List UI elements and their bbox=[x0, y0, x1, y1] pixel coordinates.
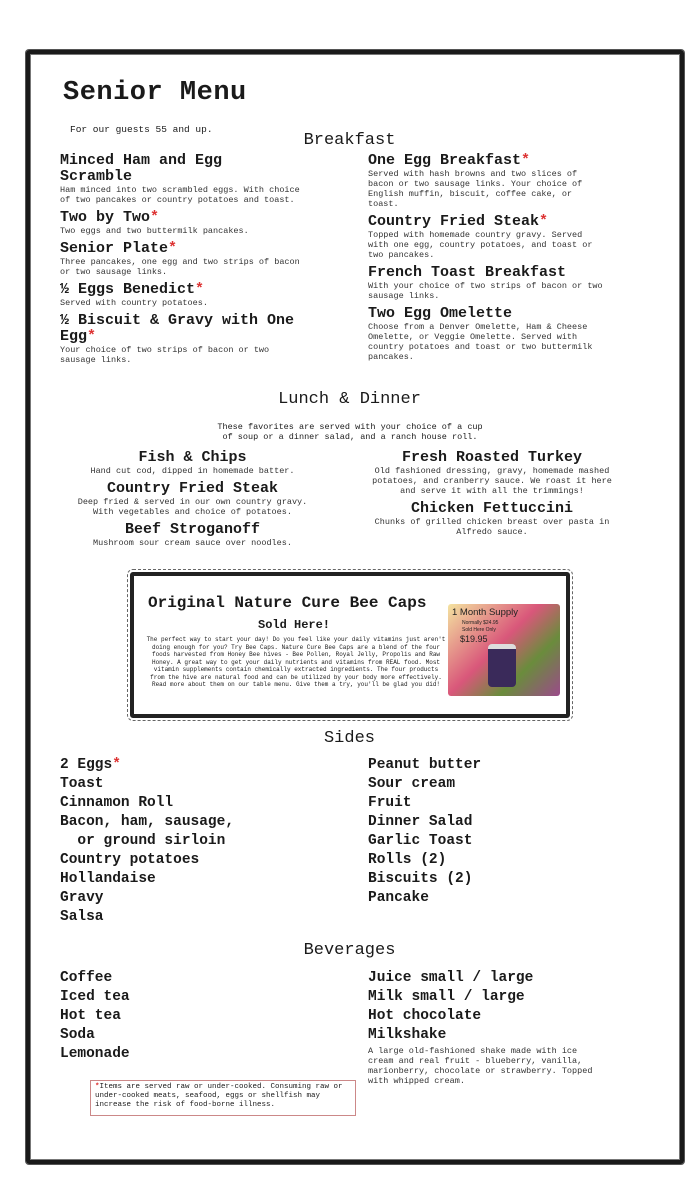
item-title: Country Fried Steak bbox=[368, 213, 540, 230]
list-item bbox=[368, 1026, 618, 1045]
ad-price: $19.95 bbox=[460, 634, 488, 644]
item-title: Senior Plate bbox=[60, 240, 169, 257]
item-description: Served with hash browns and two slices of bacon or two sausage links. Your choice of English muffin, biscuit, coffee cake, or toast. bbox=[368, 169, 583, 209]
item-name bbox=[60, 153, 300, 185]
list-item-label: Bacon, ham, sausage, bbox=[60, 814, 235, 830]
item-title: Chicken Fettuccini bbox=[410, 500, 574, 517]
list-item bbox=[60, 813, 310, 832]
sides-right-list bbox=[368, 756, 618, 908]
item-title: Fish & Chips bbox=[138, 449, 247, 466]
menu-item bbox=[372, 501, 612, 537]
item-name bbox=[60, 241, 300, 257]
raw-warning-star: * bbox=[195, 281, 205, 298]
bee-caps-product-image bbox=[448, 604, 560, 696]
item-title: Minced Ham and Egg Scramble bbox=[60, 152, 223, 185]
item-description: Hand cut cod, dipped in homemade batter. bbox=[90, 466, 295, 476]
item-name bbox=[70, 481, 315, 497]
item-title: ½ Biscuit & Gravy with One Egg bbox=[60, 312, 295, 345]
list-item-label: Country potatoes bbox=[60, 852, 200, 868]
list-item bbox=[368, 988, 618, 1007]
list-item bbox=[60, 1007, 310, 1026]
list-item bbox=[60, 851, 310, 870]
beverages-right-list bbox=[368, 969, 618, 1045]
item-title: Country Fried Steak bbox=[106, 480, 279, 497]
lunch-left-column bbox=[70, 450, 315, 553]
item-name bbox=[60, 313, 300, 345]
page-title: Senior Menu bbox=[63, 78, 247, 108]
item-name bbox=[368, 214, 603, 230]
list-item-label: Coffee bbox=[60, 970, 113, 986]
list-item-label: Hot tea bbox=[60, 1008, 121, 1024]
list-item bbox=[60, 1045, 310, 1064]
menu-item bbox=[70, 481, 315, 517]
list-item-label: Lemonade bbox=[60, 1046, 130, 1062]
item-title: Two Egg Omelette bbox=[368, 305, 513, 322]
food-safety-footnote bbox=[90, 1080, 356, 1116]
list-item bbox=[368, 870, 618, 889]
list-item bbox=[60, 889, 310, 908]
list-item bbox=[368, 813, 618, 832]
lunch-right-column bbox=[372, 450, 612, 542]
breakfast-left-column bbox=[60, 153, 300, 370]
item-description: Chunks of grilled chicken breast over pasta in Alfredo sauce. bbox=[374, 517, 610, 537]
list-item-label: Sour cream bbox=[368, 776, 456, 792]
list-item-label: Biscuits (2) bbox=[368, 871, 473, 887]
item-description: With your choice of two strips of bacon or two sausage links. bbox=[368, 281, 603, 301]
list-item bbox=[368, 775, 618, 794]
bee-caps-ad bbox=[130, 572, 570, 718]
list-item-label: Salsa bbox=[60, 909, 104, 925]
raw-warning-star: * bbox=[521, 152, 531, 169]
list-item-label: Dinner Salad bbox=[368, 814, 473, 830]
footnote-text: Items are served raw or under-cooked. Consuming raw or under-cooked meats, seafood, eggs or shellfish may increase the risk of food-borne illness. bbox=[95, 1083, 343, 1109]
list-item-label: Fruit bbox=[368, 795, 412, 811]
menu-item bbox=[372, 450, 612, 496]
ad-subtitle: Sold Here! bbox=[258, 618, 331, 632]
list-item-label: Hollandaise bbox=[60, 871, 156, 887]
list-item-label: Milkshake bbox=[368, 1027, 447, 1043]
list-item-label: Cinnamon Roll bbox=[60, 795, 174, 811]
list-item-label: or ground sirloin bbox=[60, 833, 226, 849]
list-item-label: Toast bbox=[60, 776, 104, 792]
raw-warning-star: * bbox=[539, 213, 549, 230]
menu-item bbox=[368, 265, 603, 301]
list-item-label: Peanut butter bbox=[368, 757, 482, 773]
list-item bbox=[368, 794, 618, 813]
list-item bbox=[60, 756, 310, 775]
item-name bbox=[368, 265, 603, 281]
menu-item bbox=[60, 241, 300, 277]
item-title: Beef Stroganoff bbox=[124, 521, 261, 538]
item-name bbox=[372, 450, 612, 466]
lunch-heading: Lunch & Dinner bbox=[278, 390, 421, 409]
ad-title: Original Nature Cure Bee Caps bbox=[148, 594, 427, 612]
menu-item bbox=[60, 282, 300, 308]
list-item bbox=[60, 988, 310, 1007]
list-item-label: Pancake bbox=[368, 890, 429, 906]
list-item-label: Hot chocolate bbox=[368, 1008, 482, 1024]
item-description: Mushroom sour cream sauce over noodles. bbox=[93, 538, 292, 548]
item-description: Three pancakes, one egg and two strips of bacon or two sausage links. bbox=[60, 257, 300, 277]
item-description: Choose from a Denver Omelette, Ham & Cheese Omelette, or Veggie Omelette. Served with country potatoes and toast or two buttermilk pancakes. bbox=[368, 322, 593, 362]
menu-item bbox=[60, 153, 300, 205]
menu-item bbox=[368, 153, 603, 209]
item-name bbox=[60, 210, 300, 226]
item-description: Your choice of two strips of bacon or two sausage links. bbox=[60, 345, 270, 365]
item-title: Two by Two bbox=[60, 209, 151, 226]
raw-warning-star: * bbox=[168, 240, 178, 257]
list-item-label: Rolls (2) bbox=[368, 852, 447, 868]
breakfast-heading: Breakfast bbox=[303, 131, 396, 150]
list-item bbox=[60, 870, 310, 889]
item-title: French Toast Breakfast bbox=[368, 264, 567, 281]
raw-warning-star: * bbox=[150, 209, 160, 226]
sides-heading: Sides bbox=[323, 729, 375, 748]
menu-item bbox=[368, 214, 603, 260]
menu-item bbox=[368, 306, 603, 362]
list-item-label: Iced tea bbox=[60, 989, 130, 1005]
item-name bbox=[70, 450, 315, 466]
item-description: Deep fried & served in our own country gravy. With vegetables and choice of potatoes. bbox=[77, 497, 308, 517]
ad-normally: Normally $24.95 bbox=[462, 620, 499, 626]
subtitle: For our guests 55 and up. bbox=[70, 124, 213, 135]
item-title: ½ Eggs Benedict bbox=[60, 281, 196, 298]
beverages-left-list bbox=[60, 969, 310, 1064]
menu-item bbox=[70, 522, 315, 548]
list-item bbox=[60, 775, 310, 794]
list-item bbox=[368, 756, 618, 775]
raw-warning-star: * bbox=[87, 328, 97, 345]
list-item bbox=[60, 1026, 310, 1045]
item-name bbox=[368, 153, 603, 169]
list-item-label: Soda bbox=[60, 1027, 95, 1043]
list-item-label: 2 Eggs bbox=[60, 757, 113, 773]
list-item bbox=[368, 969, 618, 988]
item-description: Ham minced into two scrambled eggs. With choice of two pancakes or country potatoes and toast. bbox=[60, 185, 300, 205]
list-item bbox=[60, 908, 310, 927]
milkshake-desc: A large old-fashioned shake made with ice cream and real fruit - blueberry, vanilla, marionberry, chocolate or strawberry. Topped with whipped cream. bbox=[368, 1046, 593, 1086]
sides-left-list bbox=[60, 756, 310, 927]
footnote-star: * bbox=[95, 1083, 100, 1091]
list-item-label: Garlic Toast bbox=[368, 833, 473, 849]
ad-body: The perfect way to start your day! Do you feel like your daily vitamins just aren't doing enough for you? Try Bee Caps. Nature Cure Bee Caps are a blend of the four foods harvested from Honey Bee hives - Bee Pollen, Royal Jelly, Propolis and Raw Honey. A great way to get your daily nutrients and vitamins from REAL food. Most vitamin supplements contain chemically extracted ingredients. The four products from the hive are natural food and can be utilized by your body more effectively. Read more about them on our table menu. Give them a try, you'll be glad you did! bbox=[146, 636, 446, 688]
beverages-heading: Beverages bbox=[303, 941, 396, 960]
item-description: Two eggs and two buttermilk pancakes. bbox=[60, 226, 249, 236]
list-item-label: Juice small / large bbox=[368, 970, 534, 986]
item-name bbox=[60, 282, 300, 298]
list-item bbox=[60, 794, 310, 813]
menu-item bbox=[60, 313, 300, 365]
list-item bbox=[368, 832, 618, 851]
item-name bbox=[372, 501, 612, 517]
menu-item bbox=[60, 210, 300, 236]
item-name bbox=[368, 306, 603, 322]
list-item bbox=[60, 969, 310, 988]
item-description: Topped with homemade country gravy. Served with one egg, country potatoes, and toast or two pancakes. bbox=[368, 230, 593, 260]
item-description: Served with country potatoes. bbox=[60, 298, 208, 308]
menu-item bbox=[70, 450, 315, 476]
list-item-label: Milk small / large bbox=[368, 989, 525, 1005]
list-item-label: Gravy bbox=[60, 890, 104, 906]
ad-sold-only: Sold Here Only bbox=[462, 627, 496, 633]
ad-supply: 1 Month Supply bbox=[452, 607, 519, 618]
lunch-intro: These favorites are served with your choice of a cup of soup or a dinner salad, and a ranch house roll. bbox=[217, 422, 483, 442]
jar-icon bbox=[488, 644, 516, 687]
list-item bbox=[60, 832, 310, 851]
raw-warning-star: * bbox=[112, 757, 121, 773]
item-name bbox=[70, 522, 315, 538]
item-title: One Egg Breakfast bbox=[368, 152, 522, 169]
list-item bbox=[368, 889, 618, 908]
list-item bbox=[368, 851, 618, 870]
item-title: Fresh Roasted Turkey bbox=[401, 449, 583, 466]
list-item bbox=[368, 1007, 618, 1026]
breakfast-right-column bbox=[368, 153, 603, 367]
item-description: Old fashioned dressing, gravy, homemade mashed potatoes, and cranberry sauce. We roast it here and serve it with all the trimmings! bbox=[372, 466, 612, 496]
